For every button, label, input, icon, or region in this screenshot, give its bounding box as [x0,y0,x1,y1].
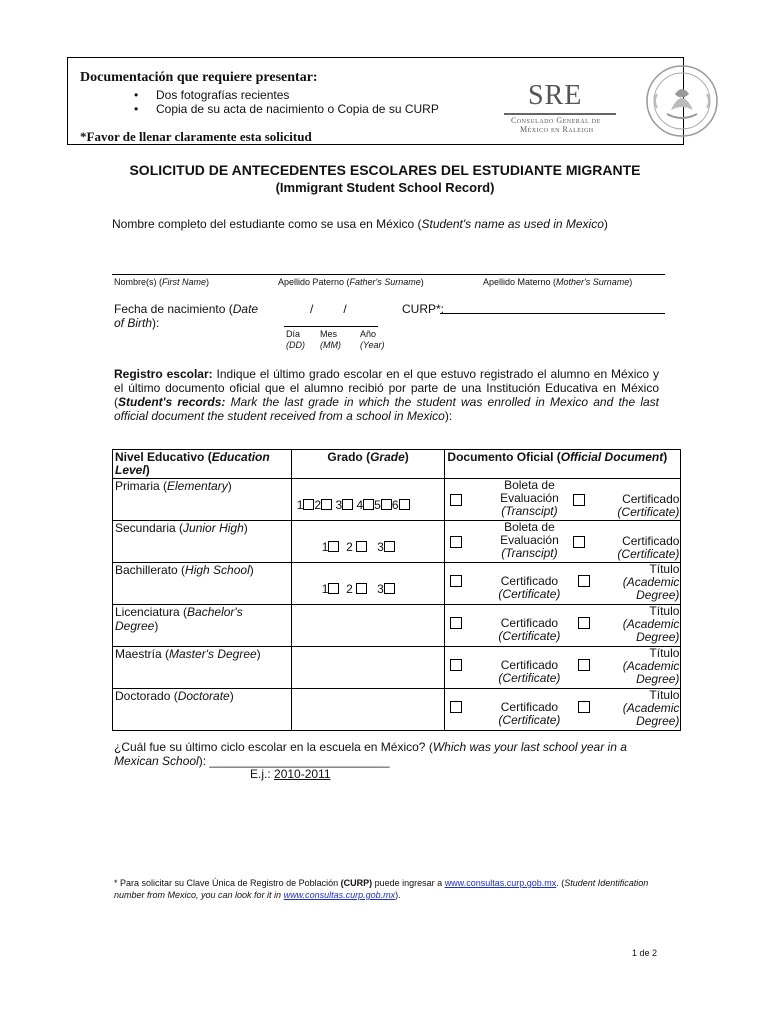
certificate-checkbox[interactable] [573,494,585,506]
level-cell: Secundaria (Junior High) [113,521,292,563]
table-row [113,521,681,563]
form-title: SOLICITUD DE ANTECEDENTES ESCOLARES DEL ESTUDIANTE MIGRANTE [129,162,641,178]
grade-cell: 1 2 3 [291,521,445,563]
mexico-seal-icon [645,64,719,138]
page-number: 1 de 2 [632,948,658,958]
curp-label: CURP*: [402,302,445,316]
records-paragraph: Registro escolar: Indique el último grado escolar en el que estuvo registrado el alumno en México y el último documento oficial que el alumno recibió por parte de una Institución Educativa en México (Student's records: Mark the last grade in which the student was enrolled in Mexico and the last official document the student received from a school in Mexico): [114,367,659,423]
grade-4-checkbox[interactable] [363,499,374,510]
document-cell: Boleta de Evaluación (Transcipt) Certificado (Certificate) [445,479,681,521]
fill-note: *Favor de llenar claramente esta solicitud [80,129,312,144]
school-records-table [112,449,681,731]
degree-checkbox[interactable] [578,617,590,629]
sre-logo-rule [504,113,616,115]
form-subtitle: (Immigrant Student School Record) [275,180,495,195]
certificate-checkbox[interactable] [450,575,462,587]
date-part-day: Día (DD) [286,329,305,350]
degree-checkbox[interactable] [578,575,590,587]
grade-cell: 1 2 3 4 5 6 [291,479,445,521]
degree-checkbox[interactable] [578,701,590,713]
first-name-label: Nombre(s) (First Name) [114,277,210,287]
certificate-checkbox[interactable] [450,617,462,629]
level-cell: Bachillerato (High School) [113,563,292,605]
level-cell: Licenciatura (Bachelor's Degree) [113,605,292,647]
grade-6-checkbox[interactable] [399,499,410,510]
header-grade: Grado (Grade) [291,450,445,479]
grade-3-checkbox[interactable] [384,583,395,594]
document-cell: Certificado (Certificate) Título (Academic Degree) [445,605,681,647]
level-cell: Primaria (Elementary) [113,479,292,521]
example-year: E.j.: 2010-2011 [250,767,331,781]
curp-line[interactable] [440,313,665,314]
curp-link[interactable]: www.consultas.curp.gob.mx [444,878,557,888]
grade-cell: 1 2 3 [291,563,445,605]
grade-3-checkbox[interactable] [342,499,353,510]
document-cell: Boleta de Evaluación (Transcipt) Certificado (Certificate) [445,521,681,563]
grade-cell [291,605,445,647]
grade-2-checkbox[interactable] [321,499,332,510]
level-cell: Doctorado (Doctorate) [113,689,292,731]
table-row [113,689,681,731]
consulate-line-2: México en Raleigh [520,125,594,134]
date-line [284,326,378,327]
grade-5-checkbox[interactable] [381,499,392,510]
sre-logo: SRE [528,80,583,111]
level-cell: Maestría (Master's Degree) [113,647,292,689]
transcript-checkbox[interactable] [450,536,462,548]
document-cell: Certificado (Certificate) Título (Academic Degree) [445,563,681,605]
table-row [113,605,681,647]
certificate-checkbox[interactable] [573,536,585,548]
certificate-checkbox[interactable] [450,701,462,713]
grade-2-checkbox[interactable] [356,583,367,594]
docs-title: Documentación que requiere presentar: [80,70,318,85]
header-level: Nivel Educativo (Education Level) [113,450,292,479]
table-row [113,479,681,521]
name-line[interactable] [112,274,665,275]
document-cell: Certificado (Certificate) Título (Academic Degree) [445,689,681,731]
table-row [113,563,681,605]
mother-surname-label: Apellido Materno (Mother's Surname) [483,277,633,287]
footnote: * Para solicitar su Clave Única de Registro de Población (CURP) puede ingresar a www.consultas.curp.gob.mx. (Student Identification number from Mexico, you can look for it in www.consultas.curp.gob.mx). [114,878,649,900]
date-part-year: Año (Year) [360,329,385,350]
certificate-checkbox[interactable] [450,659,462,671]
father-surname-label: Apellido Paterno (Father's Surname) [278,277,424,287]
document-cell: Certificado (Certificate) Título (Academic Degree) [445,647,681,689]
date-separators[interactable]: / / [310,302,347,316]
last-school-year-question[interactable]: ¿Cuál fue su último ciclo escolar en la escuela en México? (Which was your last school year in a Mexican School): ___________________________ [114,740,627,768]
name-prompt: Nombre completo del estudiante como se usa en México (Student's name as used in Mexico) [112,217,608,231]
grade-2-checkbox[interactable] [356,541,367,552]
curp-link-2[interactable]: www.consultas.curp.gob.mx [283,890,396,900]
degree-checkbox[interactable] [578,659,590,671]
consulate-line-1: Consulado General de [511,116,601,125]
table-row [113,647,681,689]
grade-1-checkbox[interactable] [303,499,314,510]
birth-date-label: Fecha de nacimiento (Date of Birth): [114,302,259,330]
grade-cell [291,689,445,731]
table-header-row [113,450,681,479]
grade-cell [291,647,445,689]
grade-3-checkbox[interactable] [384,541,395,552]
transcript-checkbox[interactable] [450,494,462,506]
grade-1-checkbox[interactable] [328,541,339,552]
grade-1-checkbox[interactable] [328,583,339,594]
header-document: Documento Oficial (Official Document) [445,450,681,479]
date-part-month: Mes (MM) [320,329,341,350]
